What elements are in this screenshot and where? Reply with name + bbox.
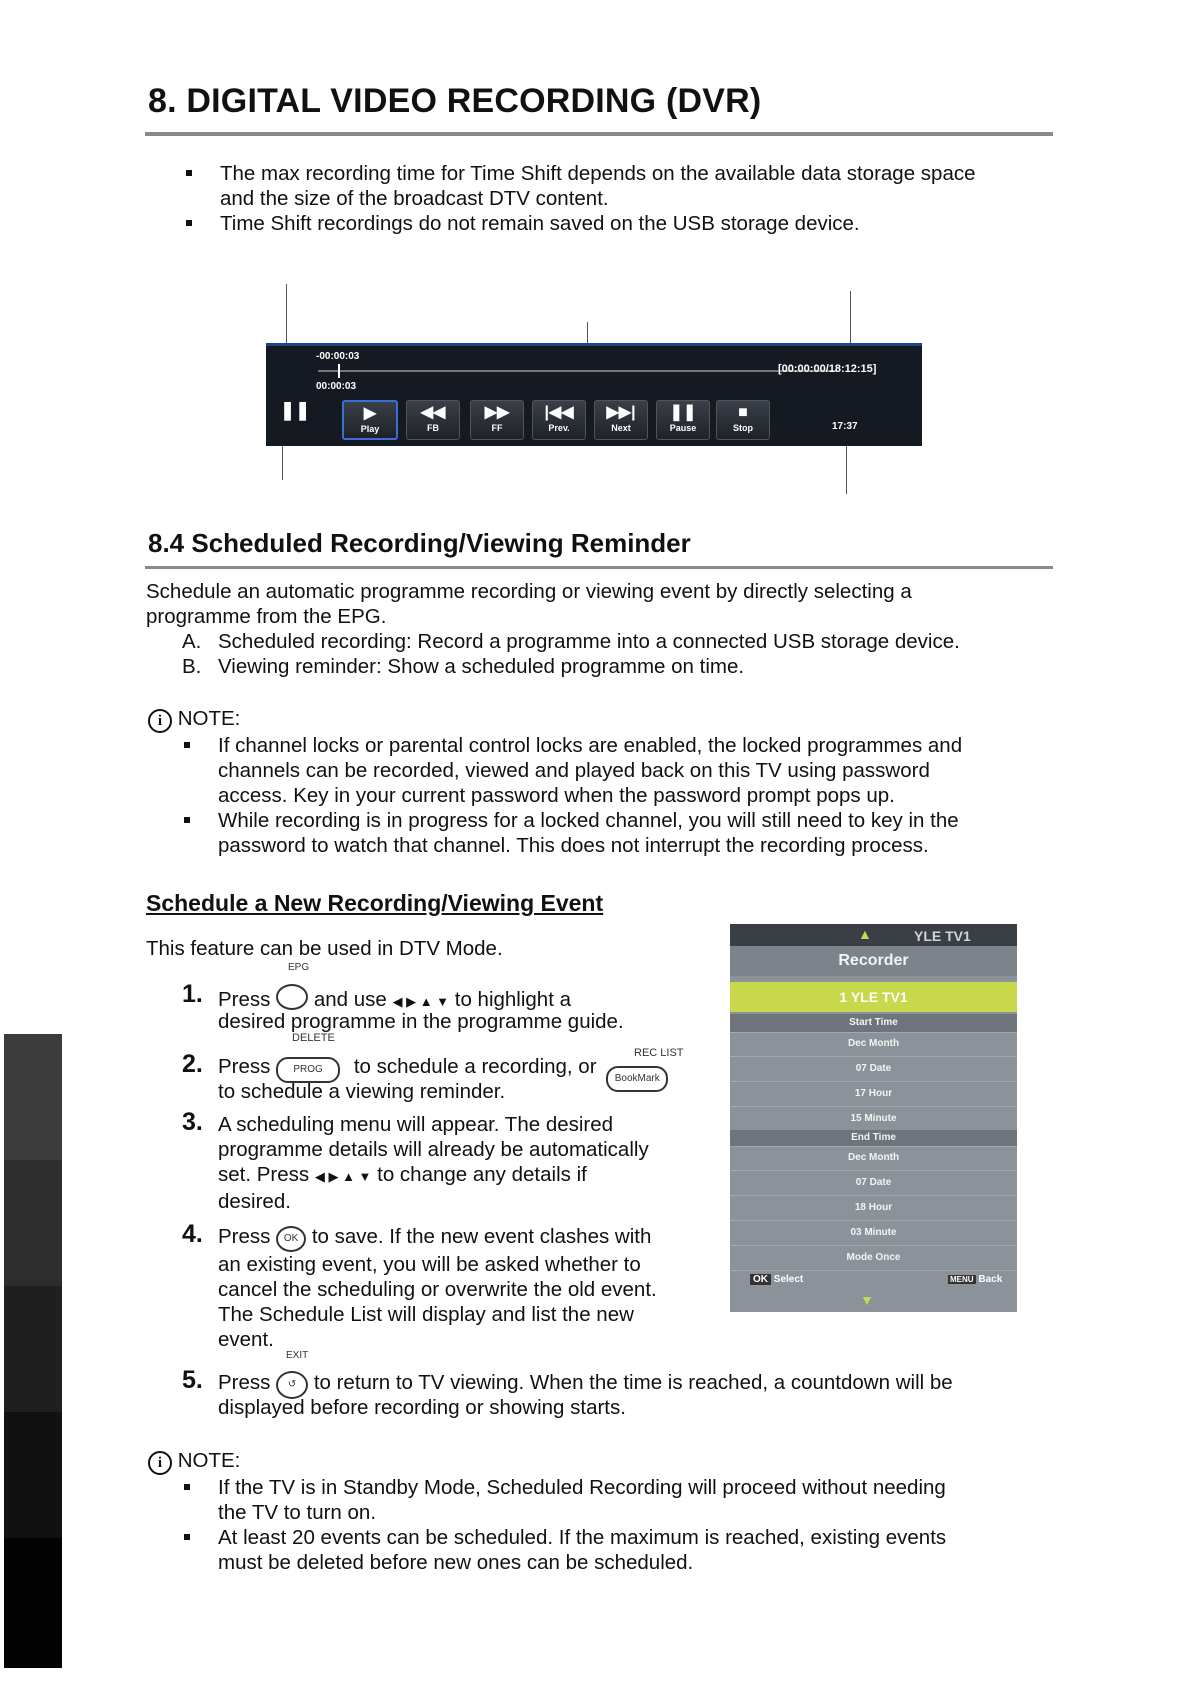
recorder-row[interactable]: Dec Month — [730, 1146, 1017, 1171]
text: to return to TV viewing. When the time is reached, a countdown will be — [313, 1371, 953, 1394]
previous-button[interactable] — [532, 400, 586, 440]
bullet — [186, 220, 192, 226]
text-line: the TV to turn on. — [218, 1501, 377, 1524]
step-4 — [218, 1224, 657, 1352]
fast-backward-button[interactable] — [406, 400, 460, 440]
recorder-row[interactable]: 07 Date — [730, 1057, 1017, 1082]
text-line: At least 20 events can be scheduled. If the maximum is reached, existing events — [218, 1526, 947, 1549]
step-number: 5. — [182, 1366, 203, 1394]
side-tab-5 — [4, 1538, 62, 1668]
side-tab-2 — [4, 1160, 62, 1286]
text-line: desired. — [218, 1190, 291, 1213]
text: Press — [218, 1371, 271, 1394]
text-line: an existing event, you will be asked whether to — [218, 1253, 641, 1276]
text-line: cancel the scheduling or overwrite the old event. — [218, 1278, 657, 1301]
pause-button[interactable] — [656, 400, 710, 440]
note-heading — [148, 706, 240, 733]
step-number: 3. — [182, 1108, 203, 1136]
leader-line — [846, 440, 847, 494]
bullet — [184, 817, 190, 823]
step-number: 2. — [182, 1050, 203, 1078]
up-arrow-icon[interactable]: ▲ — [858, 926, 872, 942]
text-line: access. Key in your current password when the password prompt pops up. — [218, 784, 895, 807]
fast-forward-icon: ▶▶ — [484, 404, 510, 421]
intro-bullet-2: Time Shift recordings do not remain saved on the USB storage device. — [220, 212, 860, 235]
button-label: Play — [360, 424, 380, 434]
skip-forward-icon: ▶▶| — [606, 404, 636, 421]
time-range: [00:00:00/18:12:15] — [778, 363, 877, 375]
recorder-top-strip — [730, 924, 1017, 946]
text-line: The max recording time for Time Shift depends on the available data storage space — [220, 162, 976, 185]
channel-label: 1 YLE TV1 — [839, 989, 908, 1005]
info-icon: i — [148, 709, 172, 733]
select-label: Select — [773, 1274, 804, 1285]
intro-bullet-1 — [220, 161, 976, 211]
title-rule — [145, 132, 1053, 136]
note-heading — [148, 1448, 240, 1475]
note-bullet — [218, 808, 959, 858]
button-label: Next — [611, 423, 631, 433]
rewind-icon: ◀◀ — [420, 404, 446, 421]
recorder-row[interactable]: 03 Minute — [730, 1221, 1017, 1246]
section-rule — [145, 566, 1053, 569]
skip-back-icon: |◀◀ — [544, 404, 574, 421]
select-hint — [750, 1274, 803, 1285]
note-bullet — [218, 1525, 946, 1575]
ok-key-icon: OK — [276, 1226, 306, 1252]
button-label: Prev. — [548, 423, 570, 433]
bullet — [184, 742, 190, 748]
text-line: The Schedule List will display and list the new — [218, 1303, 634, 1326]
stop-button[interactable] — [716, 400, 770, 440]
note-label: NOTE: — [177, 1449, 241, 1472]
text-line: A scheduling menu will appear. The desired — [218, 1113, 614, 1136]
select-key-icon: OK — [750, 1274, 771, 1285]
button-label: FB — [427, 423, 439, 433]
bullet — [186, 170, 192, 176]
button-label: Pause — [669, 423, 697, 433]
step-3 — [218, 1112, 649, 1214]
key-label: DELETE — [292, 1032, 335, 1044]
time-bottom: 00:00:03 — [316, 381, 357, 392]
timeshift-player — [266, 343, 922, 446]
bookmark-key-icon: BookMark — [606, 1066, 668, 1092]
back-hint — [948, 1274, 1002, 1285]
button-label: FF — [491, 423, 503, 433]
menu-key-icon: MENU — [950, 1275, 974, 1284]
section-heading: 8.4 Scheduled Recording/Viewing Reminder — [148, 528, 691, 558]
button-label: Stop — [733, 423, 753, 433]
subsection-heading: Schedule a New Recording/Viewing Event — [146, 890, 604, 916]
recorder-row[interactable]: 07 Date — [730, 1171, 1017, 1196]
leader-line — [286, 284, 287, 344]
recorder-row[interactable]: 15 Minute — [730, 1107, 1017, 1132]
side-tab-4 — [4, 1412, 62, 1538]
note-label: NOTE: — [177, 707, 241, 730]
progress-cursor[interactable] — [338, 364, 340, 378]
subsection-intro: This feature can be used in DTV Mode. — [146, 937, 503, 960]
prog-key-icon: PROG — [276, 1057, 340, 1083]
text-line: programme from the EPG. — [146, 605, 387, 628]
fast-forward-button[interactable] — [470, 400, 524, 440]
list-item: Scheduled recording: Record a programme into a connected USB storage device. — [218, 630, 960, 653]
text: and use — [313, 988, 387, 1011]
text: to schedule a recording, or — [353, 1055, 597, 1078]
clock: 17:37 — [832, 421, 858, 432]
recorder-title: Recorder — [730, 946, 1017, 976]
back-label: Back — [978, 1274, 1003, 1285]
text: Press — [218, 1055, 271, 1078]
text-line: Schedule an automatic programme recording or viewing event by directly selecting a — [146, 580, 912, 603]
key-label: EXIT — [286, 1350, 309, 1361]
side-tab-3 — [4, 1286, 62, 1412]
arrow-keys-icon: ◀ ▶ ▲ ▼ — [392, 994, 450, 1009]
arrow-keys-icon: ◀ ▶ ▲ ▼ — [314, 1169, 372, 1184]
text: set. Press — [218, 1163, 310, 1186]
note-bullet — [218, 1475, 946, 1525]
text: to save. If the new event clashes with — [311, 1225, 652, 1248]
text-line: password to watch that channel. This does not interrupt the recording process. — [218, 834, 929, 857]
recorder-row[interactable]: Dec Month — [730, 1032, 1017, 1057]
play-button[interactable] — [342, 400, 398, 440]
recorder-row[interactable]: 17 Hour — [730, 1082, 1017, 1107]
bullet — [184, 1484, 190, 1490]
text-line: If the TV is in Standby Mode, Scheduled Recording will proceed without needing — [218, 1476, 946, 1499]
page-title: 8. DIGITAL VIDEO RECORDING (DVR) — [148, 82, 762, 120]
text-line: While recording is in progress for a locked channel, you will still need to key in the — [218, 809, 959, 832]
recorder-row[interactable]: Start Time — [730, 1014, 1017, 1033]
recorder-row[interactable]: Mode Once — [730, 1246, 1017, 1271]
leader-line — [850, 291, 851, 345]
section-intro — [146, 579, 912, 629]
bullet — [184, 1534, 190, 1540]
epg-key-icon — [276, 984, 308, 1010]
recorder-menu — [730, 924, 1017, 1312]
list-letter: B. — [182, 655, 202, 678]
side-tab-1 — [4, 1034, 62, 1160]
text: to change any details if — [377, 1163, 587, 1186]
text-line: and the size of the broadcast DTV content. — [220, 187, 609, 210]
text-line: must be deleted before new ones can be scheduled. — [218, 1551, 694, 1574]
next-button[interactable] — [594, 400, 648, 440]
key-label: EPG — [288, 962, 310, 973]
progress-track[interactable] — [318, 370, 838, 372]
note-bullet — [218, 733, 962, 808]
stop-icon: ■ — [738, 404, 748, 421]
step-number: 1. — [182, 980, 203, 1008]
down-arrow-icon[interactable]: ▼ — [860, 1292, 874, 1308]
channel-logo: YLE TV1 — [914, 928, 971, 944]
step-number: 4. — [182, 1220, 203, 1248]
text-line: to schedule a viewing reminder. — [218, 1080, 506, 1103]
text-line: channels can be recorded, viewed and played back on this TV using password — [218, 759, 930, 782]
text-line: desired programme in the programme guide. — [218, 1010, 624, 1033]
text: to highlight a — [454, 988, 572, 1011]
pause-indicator-icon: ❚❚ — [280, 400, 311, 420]
text: Press — [218, 1225, 271, 1248]
pause-icon: ❚❚ — [669, 404, 697, 421]
list-item: Viewing reminder: Show a scheduled programme on time. — [218, 655, 745, 678]
text-line: programme details will already be automatically — [218, 1138, 649, 1161]
text: Press — [218, 988, 271, 1011]
recorder-channel[interactable] — [730, 982, 1017, 1012]
text-line: If channel locks or parental control locks are enabled, the locked programmes and — [218, 734, 963, 757]
text-line: event. — [218, 1328, 274, 1351]
info-icon: i — [148, 1451, 172, 1475]
list-letter: A. — [182, 630, 202, 653]
time-top: -00:00:03 — [316, 351, 360, 362]
text-line: displayed before recording or showing starts. — [218, 1396, 626, 1419]
recorder-row[interactable]: 18 Hour — [730, 1196, 1017, 1221]
recorder-row[interactable]: End Time — [730, 1130, 1017, 1147]
exit-key-icon: ↺ — [276, 1371, 308, 1399]
key-label: REC LIST — [634, 1047, 684, 1059]
play-icon: ▶ — [363, 405, 377, 422]
